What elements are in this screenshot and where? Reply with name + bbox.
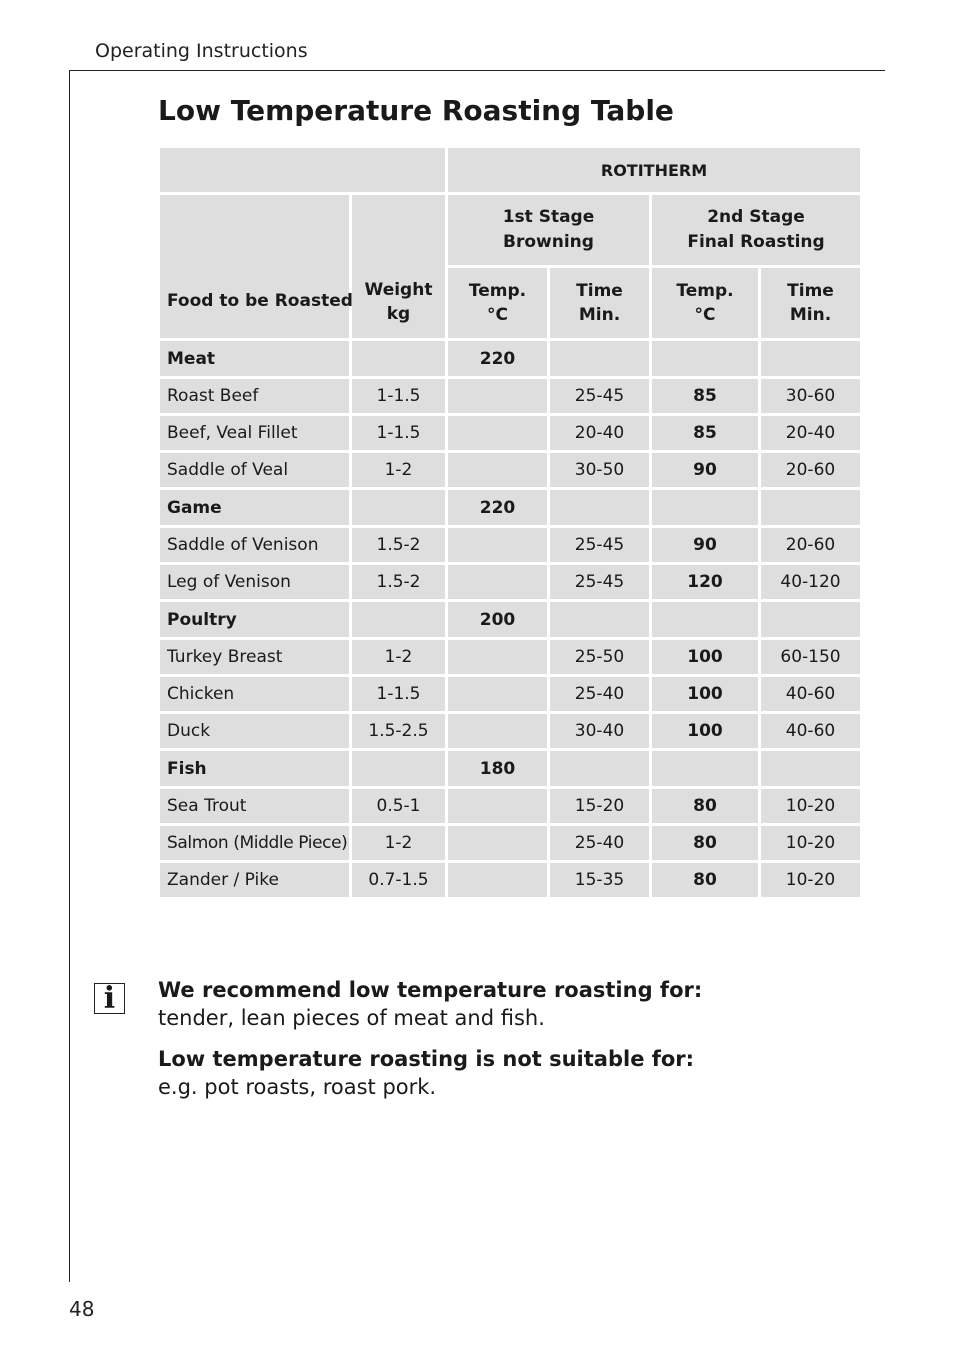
temp2-cell bbox=[651, 750, 760, 788]
time1-cell bbox=[549, 601, 651, 639]
temp2-cell: 120 bbox=[651, 564, 760, 601]
time2-column-header bbox=[760, 267, 862, 340]
weight-header-line2: kg bbox=[386, 304, 411, 324]
temp1-cell: 180 bbox=[447, 750, 549, 788]
weight-cell: 1-1.5 bbox=[351, 415, 447, 452]
temp1-cell bbox=[447, 378, 549, 415]
temp1-column-header bbox=[447, 267, 549, 340]
header-rule bbox=[69, 70, 885, 71]
group-row-meat bbox=[159, 340, 862, 378]
temp1-cell bbox=[447, 825, 549, 862]
weight-cell: 1-1.5 bbox=[351, 378, 447, 415]
food-column-header bbox=[159, 194, 351, 340]
time2-cell: 40-60 bbox=[760, 713, 862, 750]
stage2-header bbox=[651, 194, 862, 267]
food-cell: Chicken bbox=[159, 676, 351, 713]
time2-header-line1: Time bbox=[787, 281, 834, 301]
weight-cell: 1-2 bbox=[351, 639, 447, 676]
time2-cell bbox=[760, 750, 862, 788]
time2-header-line2: Min. bbox=[789, 305, 832, 325]
time1-cell: 15-35 bbox=[549, 862, 651, 899]
time1-column-header bbox=[549, 267, 651, 340]
food-cell: Roast Beef bbox=[159, 378, 351, 415]
margin-rule bbox=[69, 70, 70, 1282]
food-cell: Beef, Veal Fillet bbox=[159, 415, 351, 452]
temp1-cell bbox=[447, 415, 549, 452]
time1-cell: 30-50 bbox=[549, 452, 651, 489]
weight-cell bbox=[351, 750, 447, 788]
temp1-cell: 220 bbox=[447, 340, 549, 378]
weight-cell bbox=[351, 601, 447, 639]
time2-cell: 20-60 bbox=[760, 527, 862, 564]
stage2-line2: Final Roasting bbox=[687, 232, 825, 252]
table-row bbox=[159, 452, 862, 489]
time2-cell bbox=[760, 340, 862, 378]
table-row bbox=[159, 415, 862, 452]
recommend-lead: We recommend low temperature roasting for: bbox=[158, 978, 703, 1002]
table-row bbox=[159, 564, 862, 601]
temp1-cell bbox=[447, 564, 549, 601]
temp2-cell: 100 bbox=[651, 676, 760, 713]
time2-cell: 40-120 bbox=[760, 564, 862, 601]
temp1-cell bbox=[447, 788, 549, 825]
food-cell: Saddle of Venison bbox=[159, 527, 351, 564]
temp1-cell bbox=[447, 639, 549, 676]
food-cell: Leg of Venison bbox=[159, 564, 351, 601]
temp2-cell: 80 bbox=[651, 788, 760, 825]
page-title: Low Temperature Roasting Table bbox=[158, 94, 674, 127]
temp2-header-line2: °C bbox=[694, 305, 716, 325]
time1-cell: 25-40 bbox=[549, 825, 651, 862]
temp2-cell: 85 bbox=[651, 378, 760, 415]
time1-cell bbox=[549, 750, 651, 788]
temp2-cell: 90 bbox=[651, 527, 760, 564]
roasting-table bbox=[157, 145, 863, 900]
time1-header-line2: Min. bbox=[578, 305, 621, 325]
temp2-cell bbox=[651, 489, 760, 527]
info-icon-glyph: i bbox=[103, 981, 116, 1016]
food-cell: Salmon (Middle Piece) bbox=[159, 825, 351, 862]
weight-cell bbox=[351, 340, 447, 378]
food-header-label: Food to be Roasted bbox=[167, 291, 353, 311]
temp2-cell: 100 bbox=[651, 639, 760, 676]
time1-cell: 15-20 bbox=[549, 788, 651, 825]
time1-header-line1: Time bbox=[576, 281, 623, 301]
stage2-line1: 2nd Stage bbox=[707, 207, 805, 227]
food-cell: Saddle of Veal bbox=[159, 452, 351, 489]
food-cell: Zander / Pike bbox=[159, 862, 351, 899]
weight-cell: 0.5-1 bbox=[351, 788, 447, 825]
temp1-cell bbox=[447, 527, 549, 564]
temp2-cell: 90 bbox=[651, 452, 760, 489]
table-row bbox=[159, 713, 862, 750]
temp1-cell: 220 bbox=[447, 489, 549, 527]
temp2-cell: 85 bbox=[651, 415, 760, 452]
time1-cell: 30-40 bbox=[549, 713, 651, 750]
time1-cell: 25-45 bbox=[549, 564, 651, 601]
table-body bbox=[159, 340, 862, 899]
group-name: Game bbox=[159, 489, 351, 527]
weight-cell bbox=[351, 489, 447, 527]
weight-cell: 1.5-2 bbox=[351, 527, 447, 564]
temp2-cell bbox=[651, 601, 760, 639]
info-icon bbox=[94, 983, 125, 1014]
temp2-cell bbox=[651, 340, 760, 378]
stage1-line2: Browning bbox=[503, 232, 594, 252]
food-cell: Turkey Breast bbox=[159, 639, 351, 676]
weight-column-header bbox=[351, 194, 447, 340]
time2-cell: 10-20 bbox=[760, 788, 862, 825]
not-suitable-lead: Low temperature roasting is not suitable for: bbox=[158, 1047, 695, 1071]
time2-cell: 20-60 bbox=[760, 452, 862, 489]
time1-cell: 25-45 bbox=[549, 527, 651, 564]
header-blank-cell bbox=[159, 147, 447, 194]
stage-row bbox=[159, 194, 862, 267]
table-row bbox=[159, 825, 862, 862]
table-row bbox=[159, 378, 862, 415]
group-row-game bbox=[159, 489, 862, 527]
table-row bbox=[159, 639, 862, 676]
temp1-cell: 200 bbox=[447, 601, 549, 639]
temp1-cell bbox=[447, 713, 549, 750]
temp1-header-line1: Temp. bbox=[468, 281, 527, 301]
table-row bbox=[159, 788, 862, 825]
table-row bbox=[159, 676, 862, 713]
temp2-cell: 80 bbox=[651, 862, 760, 899]
time2-cell: 30-60 bbox=[760, 378, 862, 415]
time2-cell bbox=[760, 489, 862, 527]
rotitherm-row bbox=[159, 147, 862, 194]
group-row-fish bbox=[159, 750, 862, 788]
food-cell: Sea Trout bbox=[159, 788, 351, 825]
weight-cell: 1.5-2.5 bbox=[351, 713, 447, 750]
time2-cell: 20-40 bbox=[760, 415, 862, 452]
recommend-text: tender, lean pieces of meat and fish. bbox=[158, 1006, 545, 1030]
not-suitable-note bbox=[158, 1047, 694, 1099]
temp2-column-header bbox=[651, 267, 760, 340]
time1-cell bbox=[549, 340, 651, 378]
weight-cell: 1-2 bbox=[351, 825, 447, 862]
rotitherm-header: ROTITHERM bbox=[447, 147, 862, 194]
running-header: Operating Instructions bbox=[95, 40, 308, 62]
temp1-cell bbox=[447, 862, 549, 899]
table-header bbox=[159, 147, 862, 340]
time1-cell: 25-50 bbox=[549, 639, 651, 676]
stage1-header bbox=[447, 194, 651, 267]
temp1-cell bbox=[447, 452, 549, 489]
table-row bbox=[159, 527, 862, 564]
table-row bbox=[159, 862, 862, 899]
weight-cell: 1-2 bbox=[351, 452, 447, 489]
time1-cell: 25-45 bbox=[549, 378, 651, 415]
time1-cell: 20-40 bbox=[549, 415, 651, 452]
weight-cell: 1-1.5 bbox=[351, 676, 447, 713]
temp1-header-line2: °C bbox=[487, 305, 508, 325]
weight-cell: 1.5-2 bbox=[351, 564, 447, 601]
temp2-header-line1: Temp. bbox=[676, 281, 734, 301]
food-cell: Duck bbox=[159, 713, 351, 750]
temp1-cell bbox=[447, 676, 549, 713]
time2-cell: 10-20 bbox=[760, 825, 862, 862]
time1-cell: 25-40 bbox=[549, 676, 651, 713]
temp2-cell: 100 bbox=[651, 713, 760, 750]
time2-cell: 60-150 bbox=[760, 639, 862, 676]
time2-cell bbox=[760, 601, 862, 639]
group-name: Meat bbox=[159, 340, 351, 378]
recommend-note bbox=[158, 978, 702, 1030]
time2-cell: 40-60 bbox=[760, 676, 862, 713]
time2-cell: 10-20 bbox=[760, 862, 862, 899]
time1-cell bbox=[549, 489, 651, 527]
stage1-line1: 1st Stage bbox=[502, 207, 595, 227]
not-suitable-text: e.g. pot roasts, roast pork. bbox=[158, 1075, 437, 1099]
weight-cell: 0.7-1.5 bbox=[351, 862, 447, 899]
group-name: Poultry bbox=[159, 601, 351, 639]
weight-header-line1: Weight bbox=[364, 280, 433, 300]
temp2-cell: 80 bbox=[651, 825, 760, 862]
page-number: 48 bbox=[69, 1297, 95, 1321]
group-row-poultry bbox=[159, 601, 862, 639]
group-name: Fish bbox=[159, 750, 351, 788]
